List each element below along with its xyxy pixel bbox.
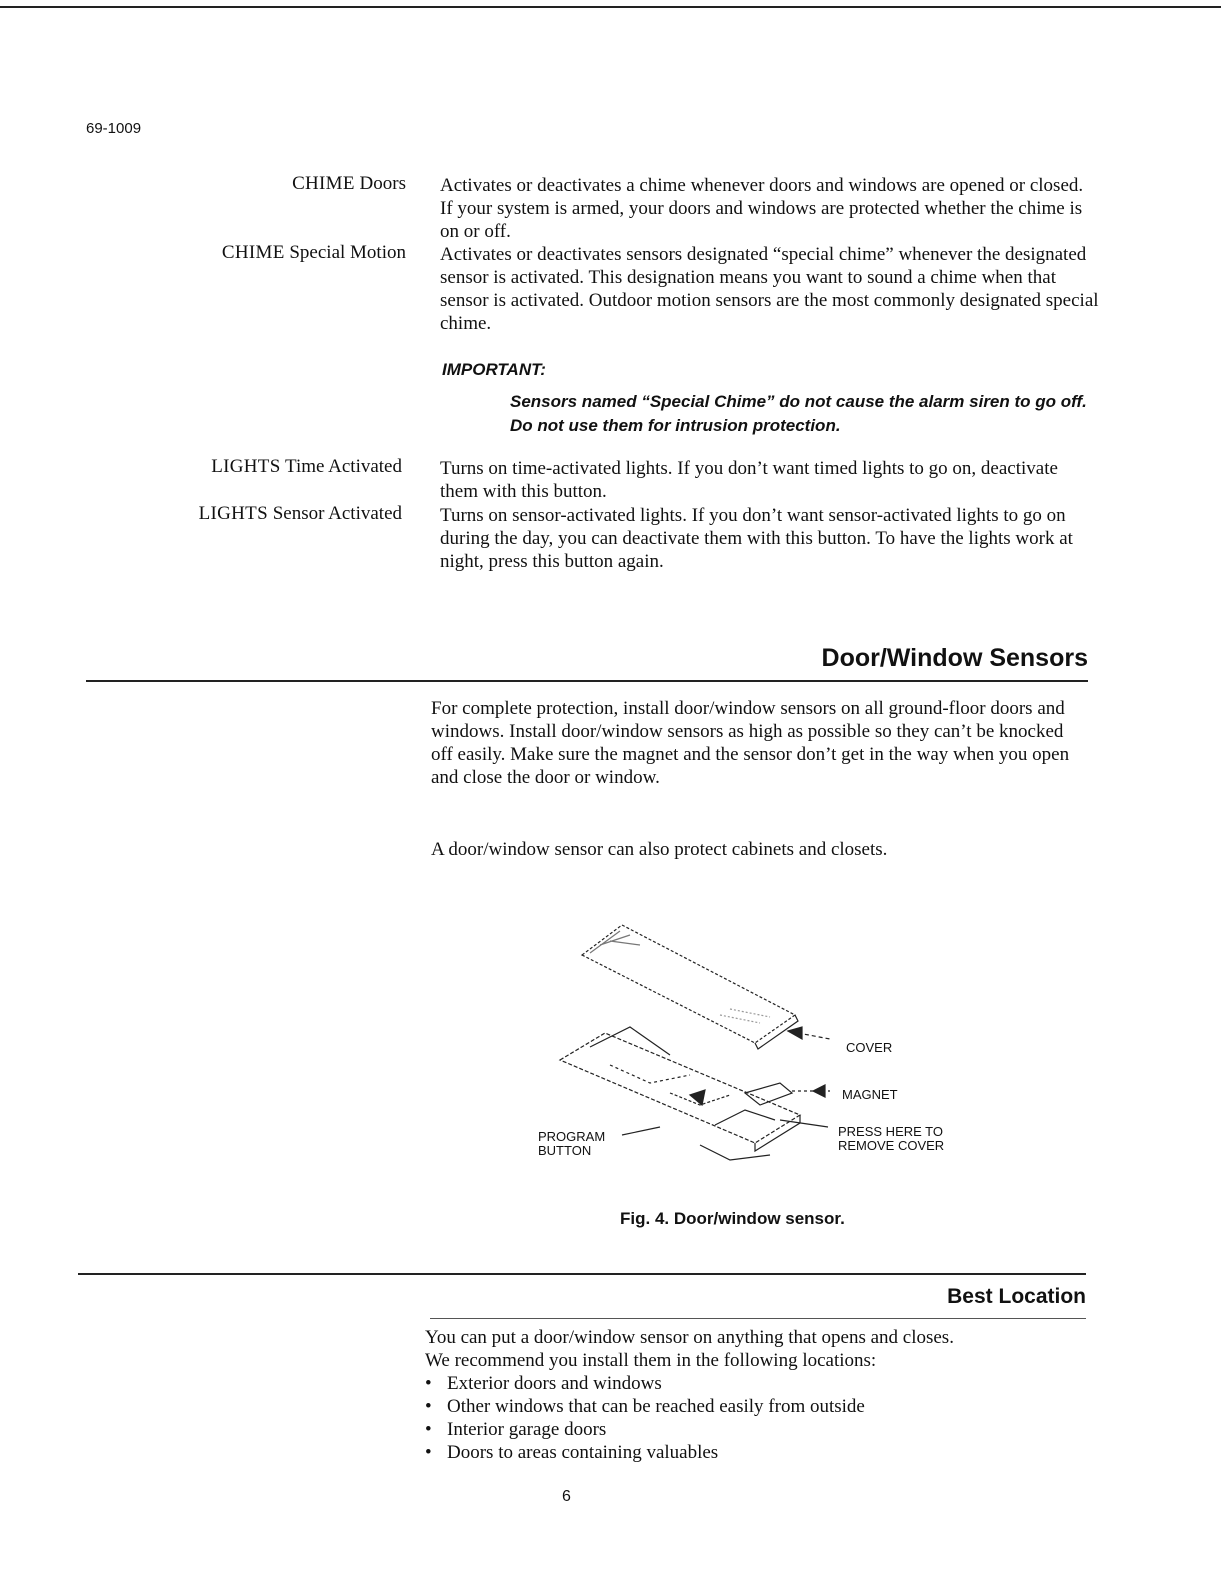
term-name: Sensor Activated [272,503,402,524]
important-text: Sensors named “Special Chime” do not cause the alarm siren to go off. Do not use them for intrusion protection. [510,392,1087,435]
term-name: Doors [359,173,406,194]
term-lights-time-activated [2,455,402,479]
term-keyword: CHIME [221,242,285,263]
list-item: • Exterior doors and windows [425,1372,865,1395]
section-rule-best-location [78,1273,1086,1275]
desc-chime-doors: Activates or deactivates a chime whenever doors and windows are opened or closed. If your system is armed, your doors and windows are protected whether the chime is on or off. [440,175,1084,242]
figure-label-program: PROGRAM [538,1129,606,1144]
desc-chime-special-motion: Activates or deactivates sensors designated “special chime” whenever the designated sensor is activated. This designation means you want to sound a chime when that sensor is activated. Outdoor motion sensors are the most commonly designated special chime. [440,244,1099,334]
section-subrule-best-location [430,1318,1086,1319]
top-border-rule [0,6,1221,8]
best-location-intro-line-2: We recommend you install them in the following locations: [425,1350,877,1371]
figure-label-cover: COVER [846,1040,893,1055]
figure-label-button: BUTTON [538,1143,592,1158]
section-rule-door-window [86,680,1088,682]
term-chime-special-motion [6,241,406,265]
section-heading-door-window: Door/Window Sensors [821,644,1088,672]
term-keyword: CHIME [292,173,355,194]
best-location-list [425,1372,865,1464]
page-number: 6 [562,1488,571,1505]
term-name: Time Activated [285,456,402,477]
door-window-paragraph-2: A door/window sensor can also protect cabinets and closets. [431,839,888,860]
figure-label-magnet: MAGNET [842,1087,898,1102]
term-chime-doors [6,172,406,196]
important-label: IMPORTANT: [442,360,546,379]
term-keyword: LIGHTS [211,456,281,477]
figure-label-remove-cover: REMOVE COVER [838,1138,945,1153]
term-lights-sensor-activated [2,502,402,526]
desc-lights-time-activated: Turns on time-activated lights. If you don’t want timed lights to go on, deactivate them with this button. [440,458,1058,502]
document-number: 69-1009 [86,120,142,137]
list-item: • Interior garage doors [425,1418,865,1441]
figure-label-press-here: PRESS HERE TO [838,1124,943,1139]
door-window-paragraph-1: For complete protection, install door/window sensors on all ground-floor doors and windows. Install door/window sensors as high as possible so they can’t be knocked off easily. Make sure the magnet and the sensor don’t get in the way when you open and close the door or window. [431,698,1070,788]
term-name: Special Motion [289,242,406,263]
list-item: • Doors to areas containing valuables [425,1441,865,1464]
list-item: • Other windows that can be reached easily from outside [425,1395,865,1418]
figure-caption: Fig. 4. Door/window sensor. [620,1209,845,1228]
desc-lights-sensor-activated: Turns on sensor-activated lights. If you don’t want sensor-activated lights to go on during the day, you can deactivate them with this button. To have the lights work at night, press this button again. [440,505,1073,572]
term-keyword: LIGHTS [198,503,268,524]
section-heading-best-location: Best Location [947,1285,1086,1308]
best-location-intro-line-1: You can put a door/window sensor on anything that opens and closes. [425,1327,954,1348]
